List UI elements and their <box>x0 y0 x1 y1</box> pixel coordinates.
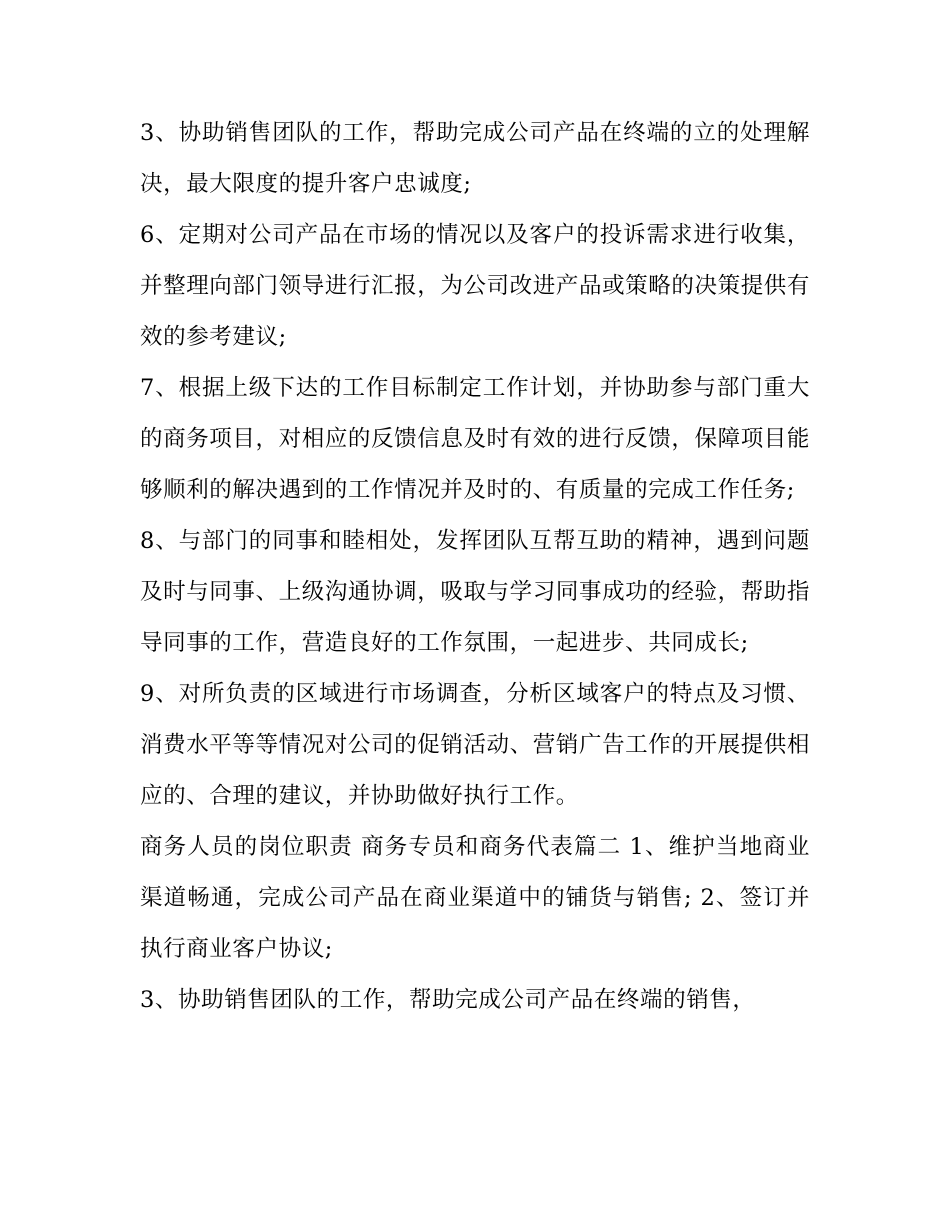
paragraph-item-8-teamwork: 8、与部门的同事和睦相处，发挥团队互帮互助的精神，遇到问题及时与同事、上级沟通协调，吸取与学习同事成功的经验，帮助指导同事的工作，营造良好的工作氛围，一起进步、共同成长; <box>140 528 810 656</box>
paragraph-item-7-work-plan: 7、根据上级下达的工作目标制定工作计划，并协助参与部门重大的商务项目，对相应的反馈信息及时有效的进行反馈，保障项目能够顺利的解决遇到的工作情况并及时的、有质量的完成工作任务; <box>140 375 810 503</box>
paragraph-item-3-terminal-handling: 3、协助销售团队的工作，帮助完成公司产品在终端的立的处理解决，最大限度的提升客户忠诚度; <box>140 120 810 197</box>
paragraph-item-3-terminal-sales: 3、协助销售团队的工作，帮助完成公司产品在终端的销售， <box>140 987 756 1013</box>
document-body <box>140 108 810 1026</box>
paragraph-section-two-intro: 商务人员的岗位职责 商务专员和商务代表篇二 1、维护当地商业渠道畅通，完成公司产品在商业渠道中的铺货与销售; 2、签订并执行商业客户协议; <box>140 834 810 962</box>
paragraph-item-6-market-feedback: 6、定期对公司产品在市场的情况以及客户的投诉需求进行收集，并整理向部门领导进行汇报，为公司改进产品或策略的决策提供有效的参考建议; <box>140 222 810 350</box>
paragraph-item-9-market-research: 9、对所负责的区域进行市场调查，分析区域客户的特点及习惯、消费水平等等情况对公司的促销活动、营销广告工作的开展提供相应的、合理的建议，并协助做好执行工作。 <box>140 681 810 809</box>
